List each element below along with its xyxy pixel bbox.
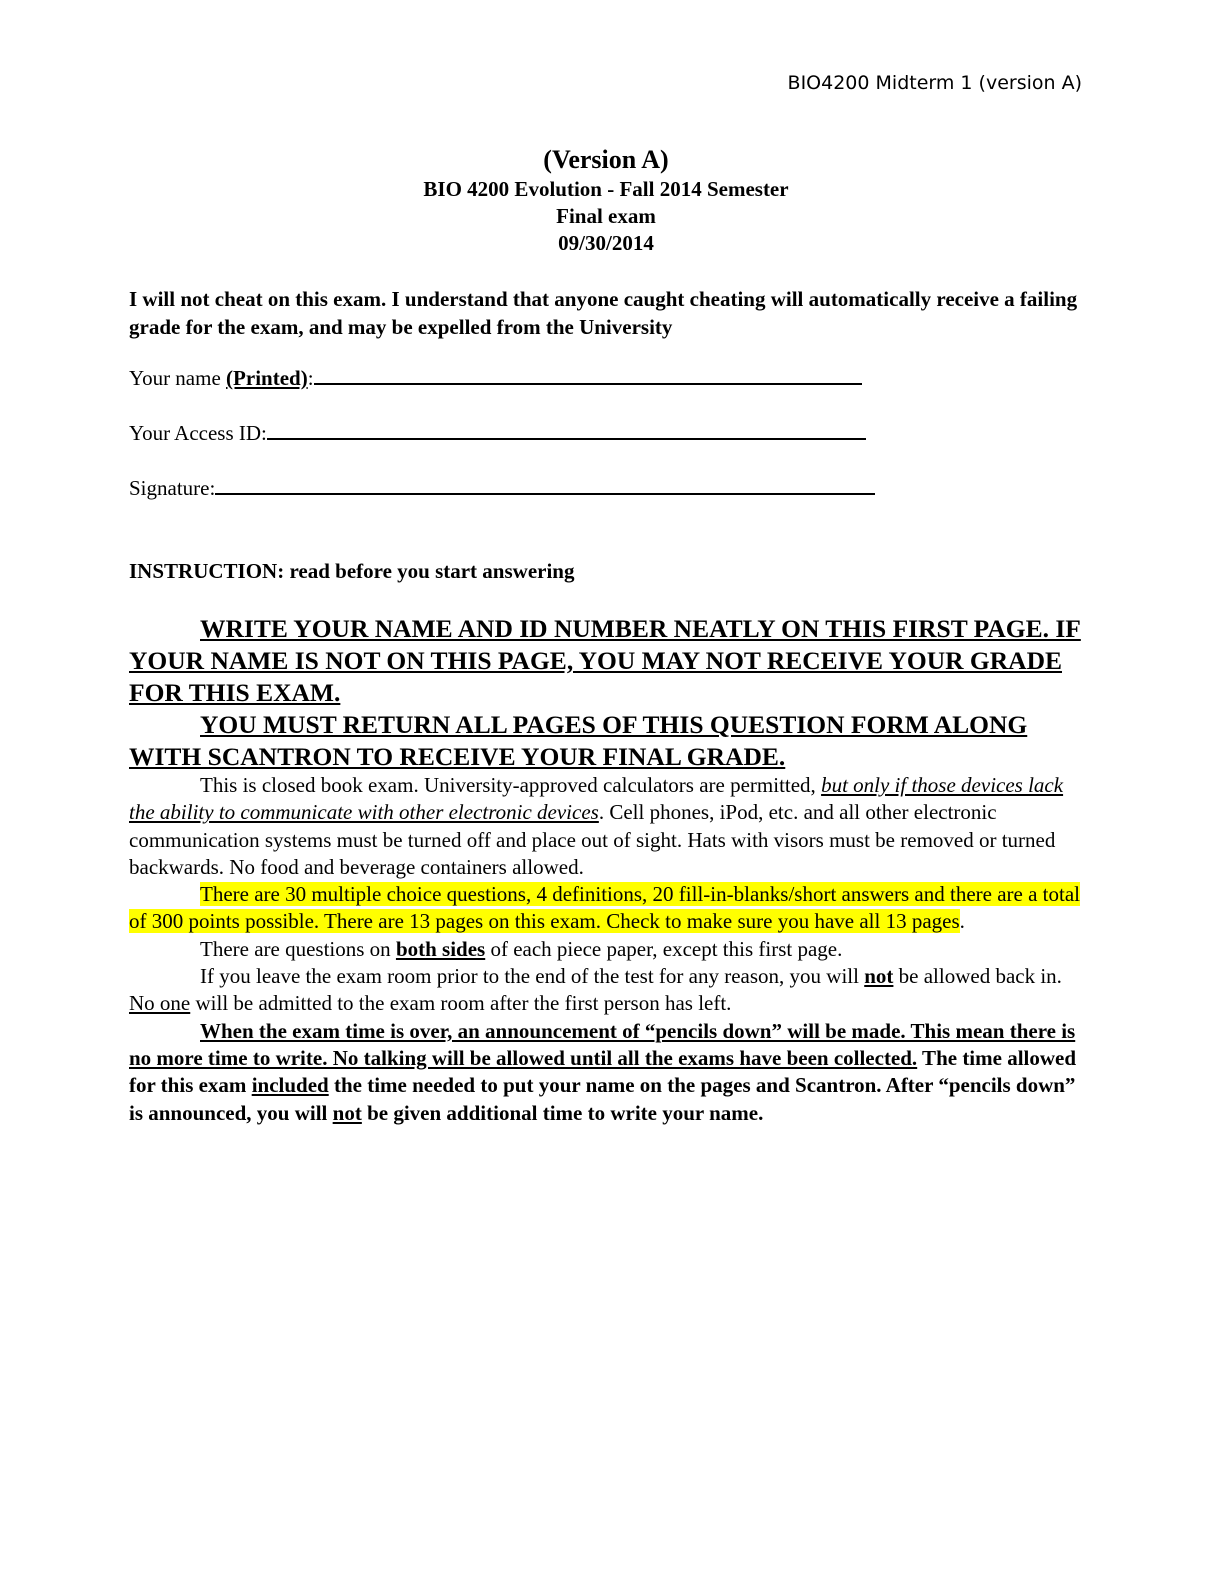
p5-text-mid: the time needed to put your name on the pages and Scantron. After “pencils down” is announced, you will bbox=[129, 1073, 1076, 1125]
p1-text-end: . Cell phones, iPod, etc. and all other electronic communication systems must be turned off and place out of sight. Hats with visors must be removed or turned backwards. No food and beverage containers allowed. bbox=[129, 800, 1056, 879]
p5-text-end: be given additional time to write your name. bbox=[361, 1100, 764, 1125]
p4-text-end: will be admitted to the exam room after the first person has left. bbox=[190, 991, 732, 1016]
p4-text: If you leave the exam room prior to the end of the test for any reason, you will bbox=[200, 964, 865, 989]
paragraph-pencils-down bbox=[129, 1018, 1089, 1127]
p4-not: not bbox=[864, 964, 894, 989]
name-field[interactable] bbox=[129, 366, 862, 391]
paragraph-both-sides bbox=[129, 936, 1089, 963]
p2-highlight: There are 30 multiple choice questions, 4 definitions, 20 fill-in-blanks/short answers and there are a total of 300 points possible. There are 13 pages on this exam. Check to make sure you have all 13 pages bbox=[129, 882, 1080, 934]
signature-line[interactable] bbox=[215, 493, 875, 495]
p3-emphasis: both sides bbox=[395, 936, 486, 961]
p5-underlined: When the exam time is over, an announcement of “pencils down” will be made. This mean there is no more time to write. No talking will be allowed until all the exams have been collected. bbox=[129, 1018, 1076, 1070]
p5-included: included bbox=[251, 1073, 329, 1098]
access-id-field[interactable] bbox=[129, 421, 866, 446]
name-line[interactable] bbox=[314, 383, 862, 385]
access-id-label: Your Access ID: bbox=[129, 421, 267, 445]
p4-text-mid: be allowed back in. bbox=[893, 964, 1062, 989]
honor-statement: I will not cheat on this exam. I understand that anyone caught cheating will automatically receive a failing grade for the exam, and may be expelled from the University bbox=[129, 287, 1078, 339]
p1-text: This is closed book exam. University-approved calculators are permitted, bbox=[200, 773, 822, 797]
course-title: BIO 4200 Evolution - Fall 2014 Semester bbox=[423, 177, 789, 201]
notice-block bbox=[129, 613, 1089, 773]
name-label: Your name bbox=[129, 366, 227, 390]
instructions-body bbox=[129, 772, 1089, 1127]
p1-emphasis: but only if those devices lack the ability to communicate with other electronic devices bbox=[129, 773, 1064, 825]
p5-text: The time allowed for this exam bbox=[129, 1045, 1077, 1098]
instruction-heading: INSTRUCTION: read before you start answering bbox=[129, 559, 575, 583]
paragraph-calculators bbox=[129, 772, 1089, 881]
title-block bbox=[0, 144, 1212, 257]
name-colon: : bbox=[307, 366, 314, 390]
access-id-line[interactable] bbox=[267, 438, 866, 440]
running-header: BIO4200 Midterm 1 (version A) bbox=[787, 72, 1082, 94]
write-name-notice: WRITE YOUR NAME AND ID NUMBER NEATLY ON THIS FIRST PAGE. IF YOUR NAME IS NOT ON THIS PAGE, YOU MAY NOT RECEIVE YOUR GRADE FOR THIS EXAM. bbox=[129, 614, 1081, 707]
return-pages-notice: YOU MUST RETURN ALL PAGES OF THIS QUESTION FORM ALONG WITH SCANTRON TO RECEIVE YOUR FINAL GRADE. bbox=[129, 710, 1028, 771]
p2-end: . bbox=[959, 909, 965, 934]
exam-date: 09/30/2014 bbox=[558, 231, 654, 255]
exam-title: Final exam bbox=[556, 204, 656, 228]
p5-not: not bbox=[332, 1100, 362, 1125]
p3-text: There are questions on bbox=[200, 936, 396, 961]
name-printed-label: (Printed) bbox=[226, 366, 308, 390]
signature-field[interactable] bbox=[129, 476, 875, 501]
paragraph-question-count bbox=[129, 881, 1089, 936]
p4-no-one: No one bbox=[129, 991, 191, 1016]
version-title: (Version A) bbox=[543, 145, 669, 174]
paragraph-leave-room bbox=[129, 963, 1089, 1018]
signature-label: Signature: bbox=[129, 476, 216, 500]
p3-text-end: of each piece paper, except this first page. bbox=[485, 936, 843, 961]
